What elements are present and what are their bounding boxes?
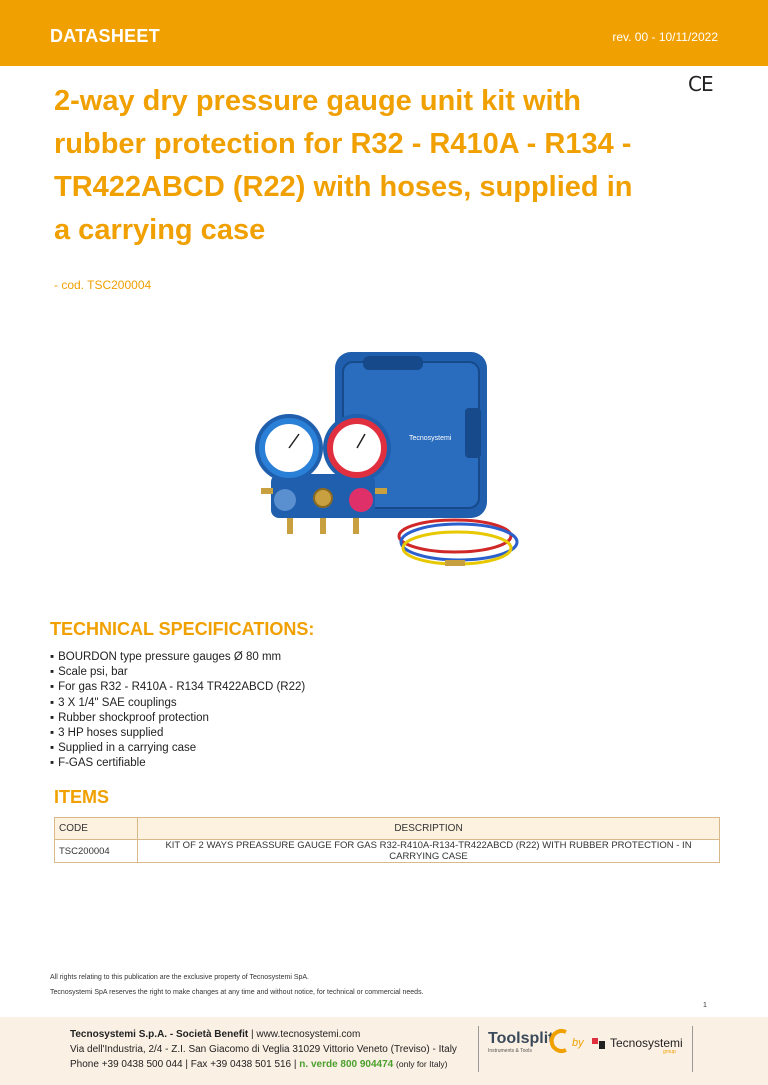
specifications-list [50, 650, 305, 772]
product-image [245, 348, 525, 588]
spec-item: ▪ Supplied in a carrying case [50, 741, 305, 756]
ce-mark: CE [688, 72, 713, 96]
items-heading: ITEMS [54, 787, 110, 807]
phone-fax: Phone +39 0438 500 044 | Fax +39 0438 501 516 | [70, 1059, 297, 1070]
website-link[interactable]: | www.tecnosystemi.com [250, 1029, 361, 1040]
tecnosystemi-group-label: group [663, 1049, 676, 1055]
toolsplit-subtitle: Instruments & Tools [488, 1048, 532, 1054]
toolsplit-emblem-icon [548, 1028, 570, 1054]
company-name: Tecnosystemi S.p.A. - Società Benefit [70, 1029, 249, 1040]
case-brand: Tecnosystemi [409, 435, 452, 442]
footer [0, 1017, 768, 1085]
header-bar [0, 0, 768, 66]
items-table [54, 817, 720, 863]
tecnosystemi-logo-icon [592, 1038, 608, 1050]
datasheet-label: DATASHEET [50, 26, 161, 46]
spec-item: ▪ Scale psi, bar [50, 665, 305, 680]
spec-item: ▪ F-GAS certifiable [50, 756, 305, 771]
low-valve-knob [274, 489, 296, 511]
column-header-code: CODE [55, 818, 138, 840]
high-valve-knob [349, 488, 373, 512]
product-code: - cod. TSC200004 [54, 278, 152, 292]
table-header-row [55, 818, 720, 840]
spec-item: ▪ 3 HP hoses supplied [50, 726, 305, 741]
footer-divider [692, 1026, 693, 1072]
tecnosystemi-wordmark: Tecnosystemi [610, 1036, 683, 1050]
product-title: 2-way dry pressure gauge unit kit with rubber protection for R32 - R410A - R134 - TR422ABCD (R22) with hoses, supplied in a carrying case [54, 85, 633, 246]
item-code: TSC200004 [55, 840, 138, 863]
revision-date: rev. 00 - 10/11/2022 [612, 30, 718, 44]
page-number: 1 [703, 1002, 707, 1009]
toll-free-number: n. verde 800 904474 [299, 1059, 394, 1070]
spec-item: ▪ BOURDON type pressure gauges Ø 80 mm [50, 650, 305, 665]
footer-divider [478, 1026, 479, 1072]
footer-contact [70, 1027, 457, 1072]
legal-line-2: Tecnosystemi SpA reserves the right to make changes at any time and without notice, for technical or commercial needs. [50, 989, 424, 996]
legal-notice [50, 970, 424, 1000]
technical-specifications-heading: TECHNICAL SPECIFICATIONS: [50, 619, 315, 639]
spec-item: ▪ Rubber shockproof protection [50, 711, 305, 726]
toll-free-note: (only for Italy) [396, 1059, 448, 1069]
by-label: by [572, 1037, 584, 1049]
company-address: Via dell'Industria, 2/4 - Z.I. San Giacomo di Veglia 31029 Vittorio Veneto (Treviso) - Italy [70, 1044, 457, 1055]
hose-blue [401, 524, 517, 560]
item-description: KIT OF 2 WAYS PREASSURE GAUGE FOR GAS R32-R410A-R134-TR422ABCD (R22) WITH RUBBER PROTECTION - IN CARRYING CASE [138, 840, 720, 863]
legal-line-1: All rights relating to this publication are the exclusive property of Tecnosystemi SpA. [50, 974, 309, 981]
column-header-description: DESCRIPTION [138, 818, 720, 840]
toolsplit-wordmark: Toolsplit [488, 1030, 554, 1047]
table-row [55, 840, 720, 863]
spec-item: ▪ 3 X 1/4" SAE couplings [50, 696, 305, 711]
spec-item: ▪ For gas R32 - R410A - R134 TR422ABCD (R22) [50, 680, 305, 695]
sight-glass [314, 489, 332, 507]
